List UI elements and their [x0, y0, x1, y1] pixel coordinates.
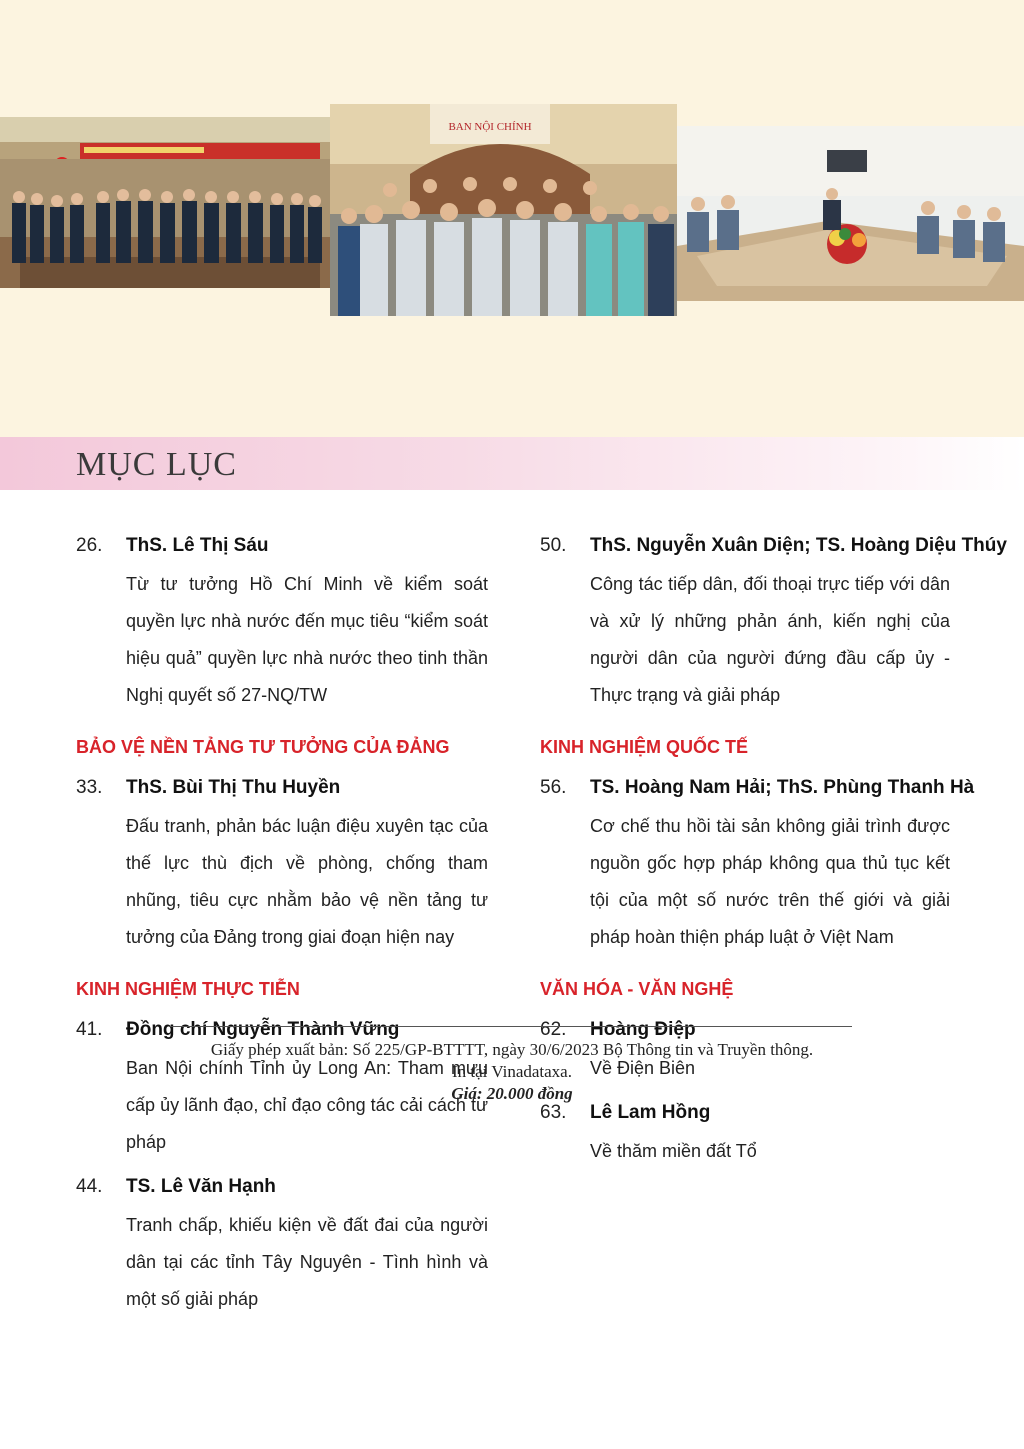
- toc-entry: [540, 772, 975, 956]
- building-sign-text: BAN NỘI CHÍNH: [448, 121, 532, 133]
- entry-author: Lê Lam Hồng: [590, 1102, 711, 1123]
- price: Giá: 20.000 đồng: [451, 1084, 573, 1103]
- section-title: KINH NGHIỆM QUỐC TẾ: [540, 737, 749, 757]
- entry-author: ThS. Bùi Thị Thu Huyền: [126, 777, 341, 798]
- printer-info: In tại Vinadataxa.: [452, 1062, 572, 1081]
- entry-title: Tranh chấp, khiếu kiện về đất đai của người dân tại các tỉnh Tây Nguyên - Tình hình và một số giải pháp: [126, 1215, 488, 1309]
- entry-page-number: 50.: [540, 535, 567, 556]
- toc-entry: [76, 1171, 488, 1318]
- section-title: VĂN HÓA - VĂN NGHỆ: [540, 979, 734, 999]
- toc-entry: [540, 1097, 950, 1170]
- entry-page-number: 33.: [76, 777, 103, 798]
- entry-author: Đồng chí Nguyễn Thành Vững: [126, 1019, 400, 1040]
- entry-author: ThS. Lê Thị Sáu: [126, 535, 269, 556]
- delegation-photo: [330, 104, 677, 316]
- entry-title: Công tác tiếp dân, đối thoại trực tiếp với dân và xử lý những phản ánh, kiến nghị của người dân của người đứng đầu cấp ủy - Thực trạng và giải pháp: [590, 574, 950, 705]
- entry-author: TS. Lê Văn Hạnh: [126, 1176, 276, 1197]
- entry-title: Ban Nội chính Tỉnh ủy Long An: Tham mưu cấp ủy lãnh đạo, chỉ đạo công tác cải cách tư pháp: [126, 1058, 488, 1152]
- entry-page-number: 63.: [540, 1102, 567, 1123]
- conference-room-photo: [677, 126, 1024, 301]
- entry-page-number: 41.: [76, 1019, 103, 1040]
- toc-title: MỤC LỤC: [76, 446, 237, 483]
- publishing-license: Giấy phép xuất bản: Số 225/GP-BTTTT, ngày 30/6/2023 Bộ Thông tin và Truyền thông.: [210, 1040, 814, 1059]
- entry-page-number: 44.: [76, 1176, 103, 1197]
- footer-divider: [170, 1026, 852, 1027]
- entry-title: Đấu tranh, phản bác luận điệu xuyên tạc của thế lực thù địch về phòng, chống tham nhũng, tiêu cực nhằm bảo vệ nền tảng tư tưởng của Đảng trong giai đoạn hiện nay: [126, 816, 488, 947]
- section-title: KINH NGHIỆM THỰC TIỄN: [76, 979, 300, 999]
- section-title: BẢO VỆ NỀN TẢNG TƯ TƯỞNG CỦA ĐẢNG: [76, 737, 450, 757]
- entry-author: ThS. Nguyễn Xuân Diện; TS. Hoàng Diệu Thúy: [590, 535, 1007, 556]
- toc-entry: [76, 772, 488, 956]
- entry-title: Cơ chế thu hồi tài sản không giải trình được nguồn gốc hợp pháp không qua thủ tục kết tội của một số nước trên thế giới và giải pháp hoàn thiện pháp luật ở Việt Nam: [590, 816, 950, 947]
- toc-left-column: [76, 530, 488, 1318]
- entry-page-number: 56.: [540, 777, 567, 798]
- entry-page-number: 26.: [76, 535, 103, 556]
- group-meeting-photo: [0, 117, 330, 288]
- entry-author: TS. Hoàng Nam Hải; ThS. Phùng Thanh Hà: [590, 777, 975, 798]
- toc-entry: [540, 530, 1007, 714]
- entry-title: Về Điện Biên: [590, 1058, 696, 1078]
- toc-entry: [76, 530, 488, 714]
- entry-page-number: 62.: [540, 1019, 567, 1040]
- entry-title: Từ tư tưởng Hồ Chí Minh về kiểm soát quyền lực nhà nước đến mục tiêu “kiểm soát hiệu quả” quyền lực nhà nước theo tinh thần Nghị quyết số 27-NQ/TW: [126, 574, 488, 705]
- entry-title: Về thăm miền đất Tổ: [590, 1141, 757, 1161]
- entry-author: Hoàng Điệp: [590, 1019, 696, 1040]
